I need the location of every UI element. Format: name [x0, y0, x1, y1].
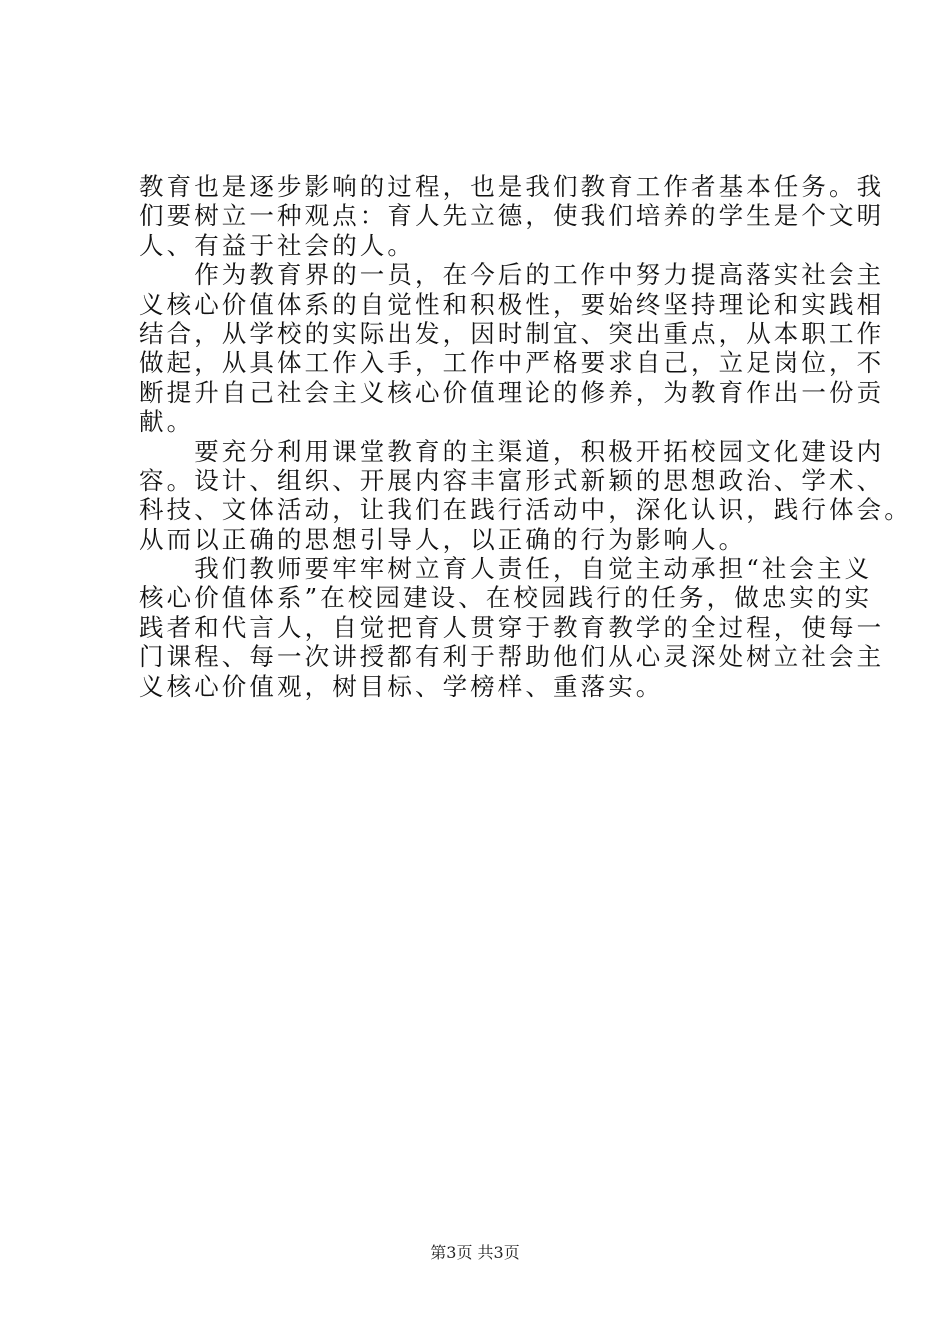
text-line: 践者和代言人，自觉把育人贯穿于教育教学的全过程，使每一: [139, 612, 885, 642]
text-line: 断提升自己社会主义核心价值理论的修养，为教育作出一份贡: [139, 377, 885, 407]
text-line: 义核心价值体系的自觉性和积极性，要始终坚持理论和实践相: [139, 289, 885, 319]
text-line: 科技、文体活动，让我们在践行活动中，深化认识，践行体会。: [139, 495, 912, 525]
text-line: 门课程、每一次讲授都有利于帮助他们从心灵深处树立社会主: [139, 642, 885, 672]
text-line: 人、有益于社会的人。: [139, 230, 415, 260]
body-text: [139, 172, 912, 701]
text-line: 做起，从具体工作入手，工作中严格要求自己，立足岗位，不: [139, 348, 885, 378]
text-line: 义核心价值观，树目标、学榜样、重落实。: [139, 671, 664, 701]
text-line: 们要树立一种观点：育人先立德，使我们培养的学生是个文明: [139, 201, 885, 231]
text-line: 从而以正确的思想引导人，以正确的行为影响人。: [139, 524, 747, 554]
page-number-footer: 第3页 共3页: [430, 1243, 520, 1262]
text-line: 容。设计、组织、开展内容丰富形式新颖的思想政治、学术、: [139, 465, 885, 495]
text-line: 献。: [139, 407, 195, 437]
text-line: 作为教育界的一员，在今后的工作中努力提高落实社会主: [139, 260, 885, 290]
text-line: 要充分利用课堂教育的主渠道，积极开拓校园文化建设内: [139, 436, 885, 466]
text-line: 我们教师要牢牢树立育人责任，自觉主动承担“社会主义: [139, 554, 873, 584]
text-line: 核心价值体系”在校园建设、在校园践行的任务，做忠实的实: [139, 583, 873, 613]
text-line: 结合，从学校的实际出发，因时制宜、突出重点，从本职工作: [139, 318, 885, 348]
text-line: 教育也是逐步影响的过程，也是我们教育工作者基本任务。我: [139, 172, 885, 201]
